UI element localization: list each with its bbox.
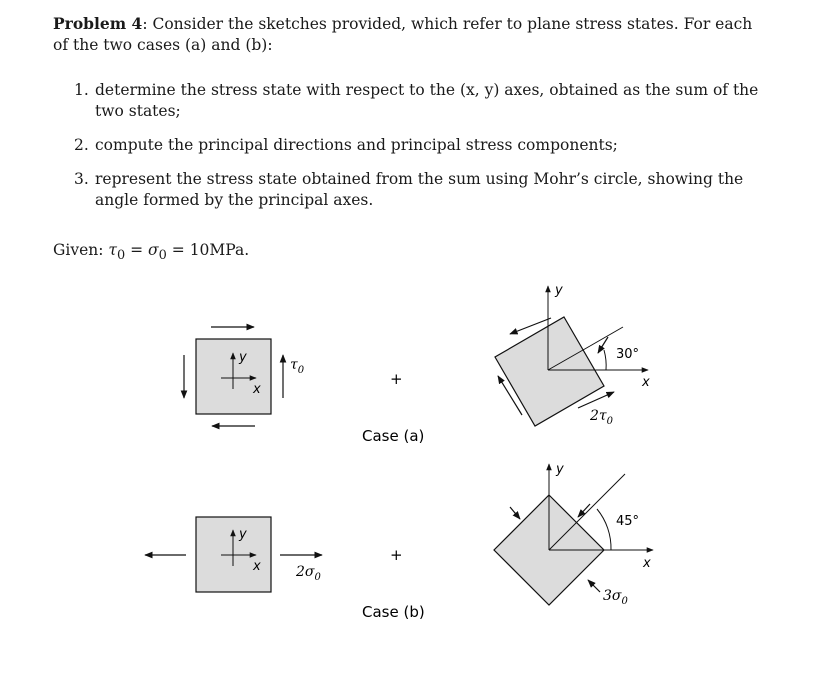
case-a-2tau-symbol: 2τ (590, 408, 607, 424)
case-b-right-x-label: x (643, 556, 651, 571)
case-b-3sigma-sub: 0 (621, 596, 628, 607)
case-b-arrow-upper-left (510, 507, 520, 519)
task-text: compute the principal directions and principal stress components; (95, 136, 618, 154)
task-text: determine the stress state with respect to the (x, y) axes, obtained as the sum of the two states; (95, 81, 759, 120)
case-b-3sigma-symbol: 3σ (603, 588, 622, 604)
case-b-angle-label: 45° (616, 514, 640, 529)
case-b-normal-element (145, 517, 322, 592)
case-a-right-y-label: y (555, 283, 563, 298)
task-number: 3. (74, 170, 89, 188)
given-tau-sub: 0 (116, 248, 126, 264)
case-a-angle-label: 30° (616, 347, 640, 362)
problem-intro: : Consider the sketches provided, which refer to plane stress states. For each of the two cases (a) and (b): (53, 15, 753, 54)
case-a-caption: Case (a) (362, 427, 425, 445)
problem-label: Problem 4 (53, 14, 143, 33)
case-b-arrow-lower-right (588, 580, 600, 592)
given-tau: τ (108, 241, 117, 259)
case-b-right-y-label: y (556, 462, 564, 477)
case-a-rotated-axis-ext (590, 327, 623, 346)
case-a-shear-element (184, 327, 305, 426)
task-text: represent the stress state obtained from the sum using Mohr’s circle, showing the angle formed by the principal axes. (95, 170, 744, 209)
case-b-rotated-element (494, 462, 653, 607)
given-sigma-sub: 0 (158, 248, 167, 264)
case-a-shear-arrow-top (598, 337, 608, 353)
given-eq1: = (125, 241, 149, 259)
case-a-left-y-label: y (239, 350, 247, 365)
case-a-tau-sub: 0 (297, 365, 305, 376)
case-a-2tau-sub: 0 (606, 416, 614, 427)
case-b-3sigma-label (603, 588, 628, 607)
case-a-tau-label (290, 357, 305, 376)
case-b-left-x-label: x (253, 559, 261, 574)
case-b-2sigma-symbol: 2σ (296, 564, 315, 580)
case-b-plus-sign: + (390, 546, 403, 564)
case-b-2sigma-label (295, 564, 321, 583)
case-a-2tau-label (589, 408, 614, 427)
case-a-tau-symbol: τ (290, 357, 298, 373)
given-eq2: = 10MPa. (166, 241, 250, 259)
case-b-2sigma-sub: 0 (314, 572, 321, 583)
case-a-angle-arc (604, 350, 606, 370)
case-a-rotated-element (495, 283, 650, 427)
case-a-right-x-label: x (642, 375, 650, 390)
case-b-caption: Case (b) (362, 603, 425, 621)
given-sigma: σ (148, 241, 159, 259)
case-a-plus-sign: + (390, 370, 403, 388)
case-a-left-x-label: x (253, 382, 261, 397)
task-number: 2. (74, 136, 89, 154)
task-number: 1. (74, 81, 89, 99)
case-b-left-y-label: y (239, 527, 247, 542)
case-b-angle-arc (597, 509, 611, 550)
given-prefix: Given: (53, 241, 109, 259)
